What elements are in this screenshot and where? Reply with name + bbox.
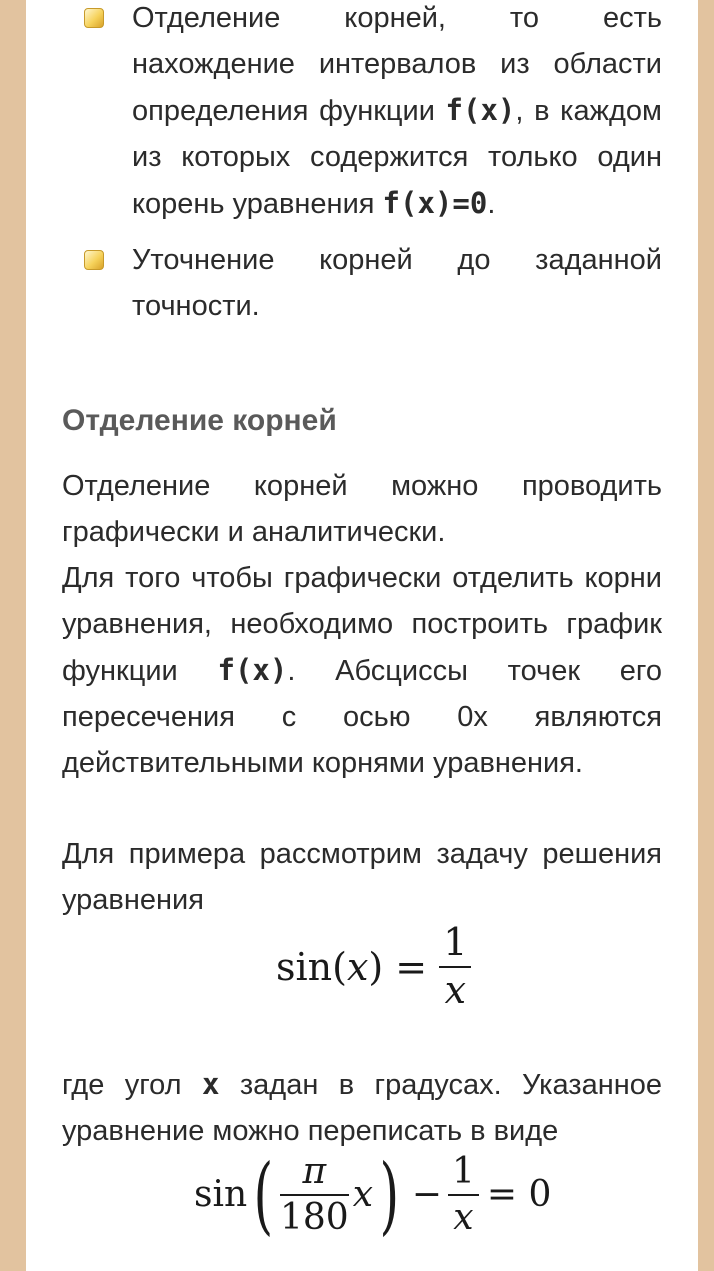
left-paren: ( (253, 1145, 274, 1244)
fraction-pi-180: $\frac{\pi}{180}$ (279, 1151, 349, 1238)
paragraph-example: Для примера рассмотрим задачу решения уравнения (62, 838, 662, 916)
list-item: Отделение корней, то есть нахождение интервалов из области определения функции f(x), в каждом из которых содержится только один корень уравнения f(x)=0. (62, 0, 662, 227)
square-bullet-icon (84, 8, 104, 28)
formula-rewritten: sin( $\frac{\pi}{180}$ x) − $\frac{1}{x}$ = 0 (194, 1145, 552, 1244)
code-fx: f(x) (217, 653, 288, 687)
square-bullet-icon (84, 250, 104, 270)
page (26, 0, 698, 1271)
code-equation: f(x)=0 (382, 186, 488, 220)
paragraph-intro: Отделение корней можно проводить графически и аналитически. (62, 470, 662, 548)
fraction: $\frac{1}{x}$ (439, 922, 471, 1012)
article-content (62, 0, 663, 1244)
steps-list (62, 0, 662, 329)
list-item: Уточнение корней до заданной точности. (62, 237, 662, 329)
paragraph-degrees: где угол x задан в градусах. Указанное уравнение можно переписать в виде (62, 1067, 663, 1147)
paragraph-graphical: Для того чтобы графически отделить корни уравнения, необходимо построить график функции f(x). Абсциссы точек его пересечения с осью 0x являются действительными корнями уравнения. (62, 562, 662, 779)
section-heading: Отделение корней (62, 404, 337, 437)
right-paren: ) (379, 1145, 400, 1244)
formula-sin-equals-reciprocal: sin(x) = $\frac{1}{x}$ (276, 922, 471, 1012)
fraction: $\frac{1}{x}$ (448, 1152, 479, 1237)
code-fx: f(x) (445, 93, 516, 127)
code-x: x (201, 1067, 220, 1101)
